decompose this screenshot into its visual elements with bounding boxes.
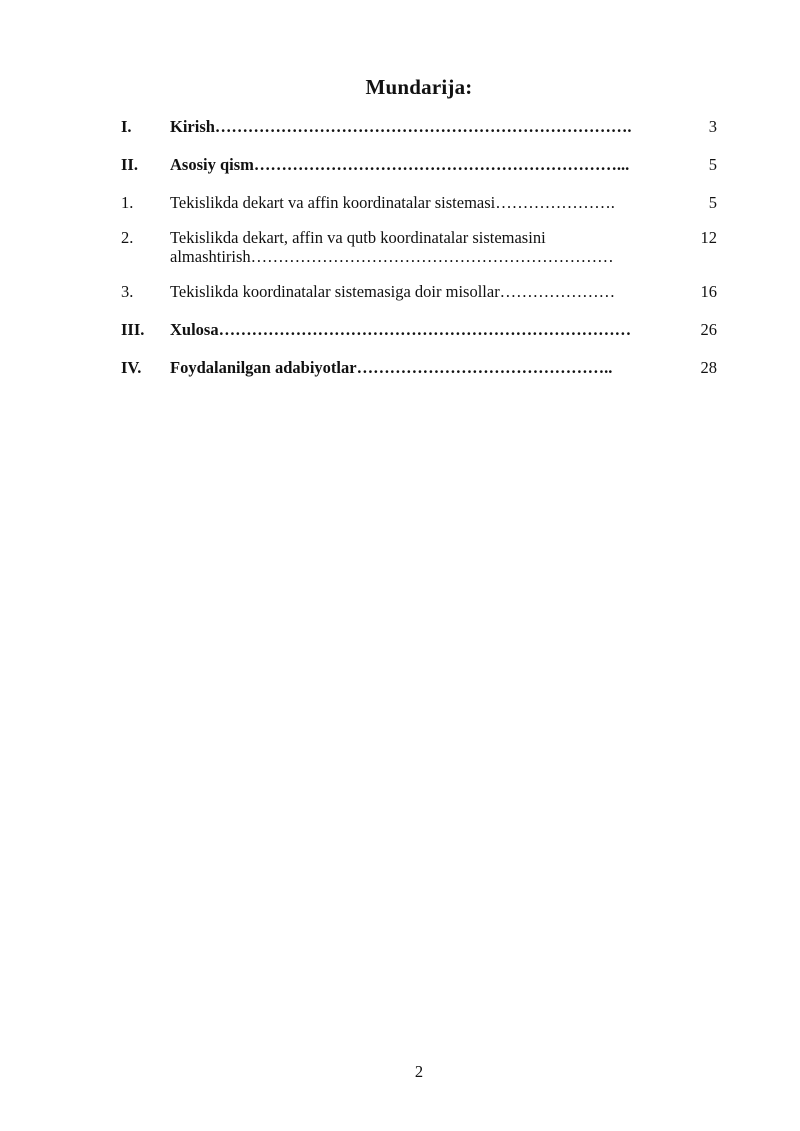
toc-entry-page: 26 xyxy=(700,320,717,339)
toc-entry-almashtirish xyxy=(121,228,717,266)
toc-entry-title: Xulosa………………………………………………………………… xyxy=(170,320,632,339)
toc-entry-number: I. xyxy=(121,117,132,136)
toc-entry-number: II. xyxy=(121,155,138,174)
toc-entry-title: Tekislikda koordinatalar sistemasiga doir misollar………………… xyxy=(170,282,616,301)
toc-entry-page: 5 xyxy=(708,155,717,174)
toc-entry-number: III. xyxy=(121,320,145,339)
toc-entry-number: IV. xyxy=(121,358,142,377)
toc-entry-title-line1: Tekislikda dekart, affin va qutb koordinatalar sistemasini xyxy=(170,228,546,247)
toc-entry-asosiy-qism xyxy=(121,155,717,174)
toc-entry-number: 3. xyxy=(121,282,134,301)
toc-entry-number: 1. xyxy=(121,193,134,212)
toc-entry-page: 5 xyxy=(708,193,717,212)
toc-entry-adabiyotlar xyxy=(121,358,717,377)
toc-entry-title: Foydalanilgan adabiyotlar……………………………………….. xyxy=(170,358,613,377)
toc-entry-page: 12 xyxy=(700,228,717,247)
toc-entry-title xyxy=(170,228,680,266)
toc-entry-kirish xyxy=(121,117,717,136)
toc-entry-title-line2: almashtirish………………………………………………………… xyxy=(170,247,614,266)
toc-entry-xulosa xyxy=(121,320,717,339)
toc-entry-page: 16 xyxy=(700,282,717,301)
toc-entry-page: 28 xyxy=(700,358,717,377)
toc-entry-title: Asosiy qism…………………………………………………………... xyxy=(170,155,630,174)
toc-entry-number: 2. xyxy=(121,228,134,247)
footer-page-number: 2 xyxy=(414,1062,424,1081)
toc-entry-misollar xyxy=(121,282,717,301)
toc-entry-title: Tekislikda dekart va affin koordinatalar sistemasi…………………. xyxy=(170,193,615,212)
table-of-contents xyxy=(121,117,717,377)
toc-entry-dekart-affin xyxy=(121,193,717,212)
toc-title: Mundarija: xyxy=(365,75,473,99)
toc-entry-title: Kirish…………………………………………………………………. xyxy=(170,117,632,136)
toc-entry-page: 3 xyxy=(708,117,717,136)
